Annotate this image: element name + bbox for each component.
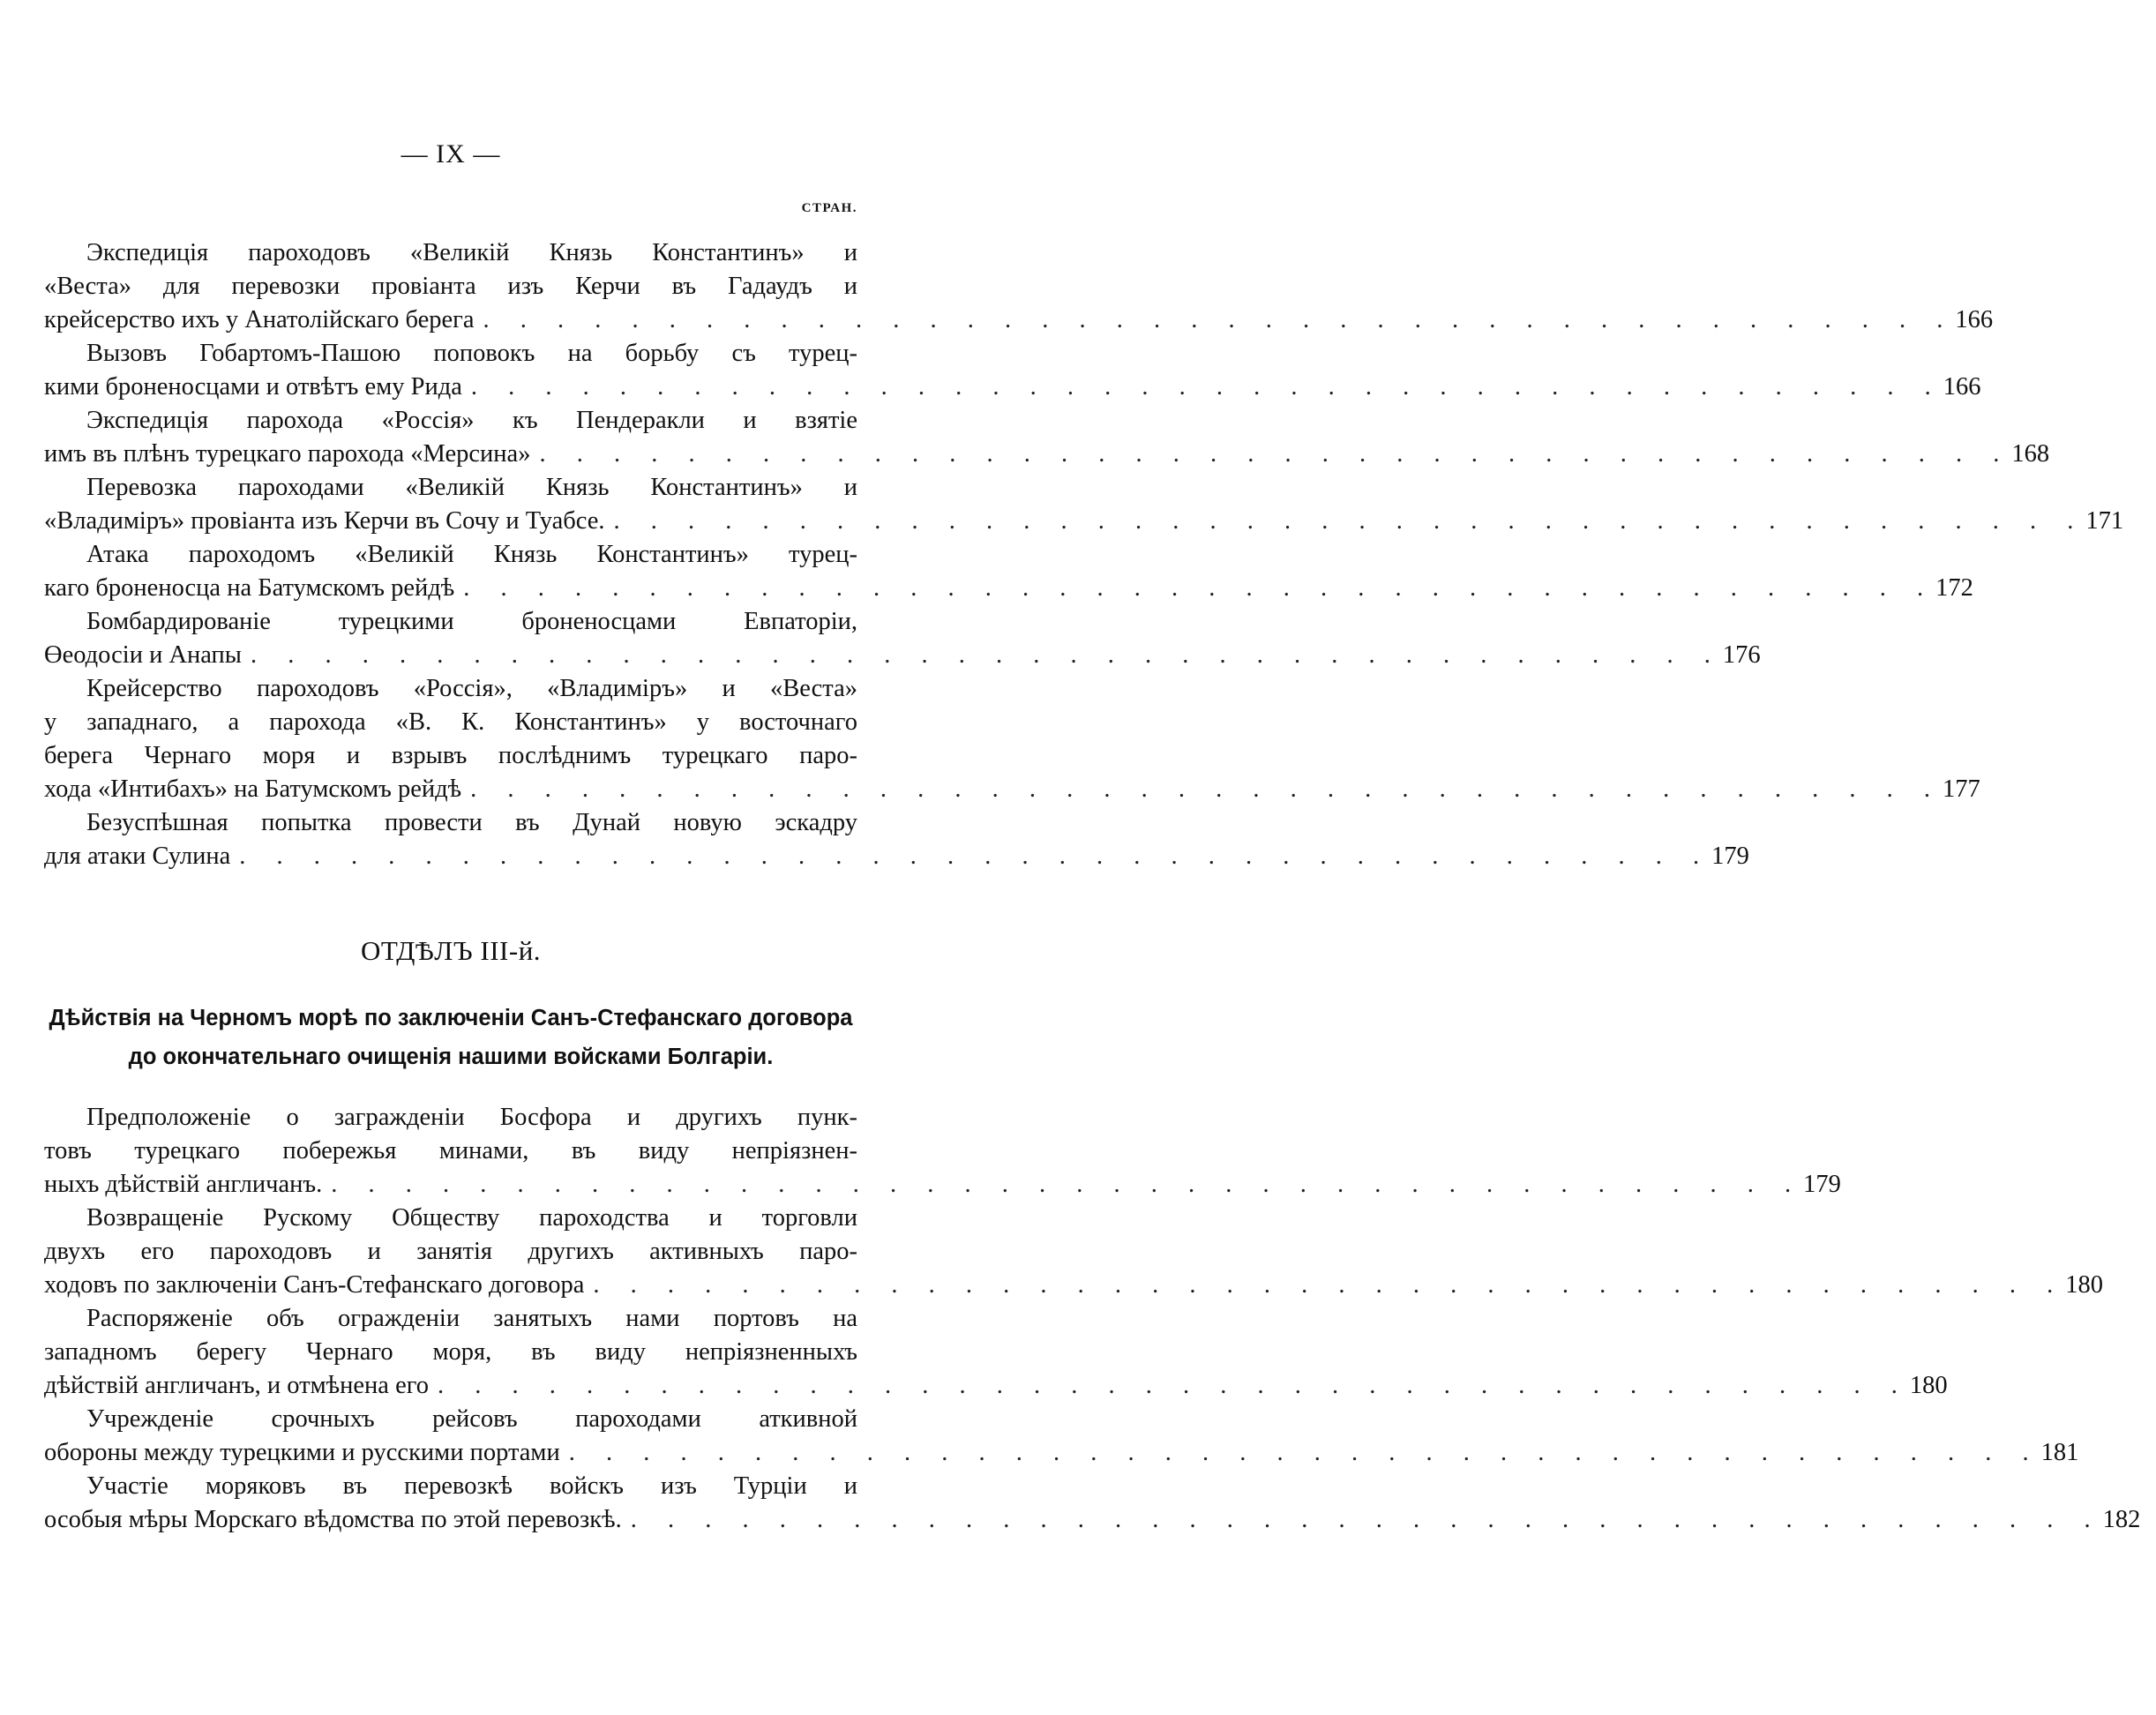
toc-entry-text: ныхъ дѣйствій англичанъ. — [44, 1171, 323, 1198]
toc-entry-line: Бомбардированіе турецкими броненосцами Евпаторіи, — [86, 608, 857, 635]
toc-entry — [44, 1202, 2103, 1302]
toc-page-number: 172 — [1935, 574, 1973, 602]
toc-entry — [44, 1403, 2079, 1470]
toc-entry-line: Предположеніе о загражденіи Босфора и другихъ пунк- — [86, 1104, 857, 1131]
book-page — [44, 0, 2141, 1715]
toc-entry — [44, 538, 1973, 605]
toc-page-number: 179 — [1711, 843, 1749, 870]
dot-leader: . . . . . . . . . . . . . . . . . . . . . . . . . . . . . . . . . . . . . . . . — [539, 440, 2012, 468]
toc-entry-text: каго броненосца на Батумскомъ рейдѣ — [44, 574, 455, 602]
toc-page-number: 171 — [2085, 507, 2124, 535]
toc-entry-text: имъ въ плѣнъ турецкаго парохода «Мерсина» — [44, 440, 531, 468]
toc-entry-text: «Владиміръ» провіанта изъ Керчи въ Сочу и Туабсе. — [44, 507, 605, 535]
toc-entry-text: дѣйствій англичанъ, и отмѣнена его — [44, 1372, 429, 1399]
toc-entry — [44, 672, 1980, 806]
toc-page-number: 176 — [1722, 641, 1761, 669]
toc-entry-line: западномъ берегу Чернаго моря, въ виду непріязненныхъ — [44, 1338, 857, 1366]
dot-leader: . . . . . . . . . . . . . . . . . . . . . . . . . . . . . . . . . . . . . . . . — [437, 1372, 1910, 1399]
page-column-header: СТРАН. — [801, 201, 857, 215]
toc-entry-text: особыя мѣры Морскаго вѣдомства по этой перевозкѣ. — [44, 1506, 622, 1533]
toc-entry — [44, 1302, 1948, 1403]
dot-leader: . . . . . . . . . . . . . . . . . . . . . . . . . . . . . . . . . . . . . . . . — [250, 641, 1723, 669]
toc-entry-line: двухъ его пароходовъ и занятія другихъ активныхъ паро- — [44, 1238, 857, 1265]
toc-entry — [44, 404, 2050, 471]
toc-entry-last-line — [44, 773, 1980, 806]
toc-entry-text: для атаки Сулина — [44, 843, 231, 870]
toc-page-number: 166 — [1943, 373, 1981, 401]
toc-entry-last-line — [44, 505, 2124, 538]
toc-entry-last-line — [44, 438, 2050, 471]
toc-entry-last-line — [44, 1503, 2141, 1537]
dot-leader: . . . . . . . . . . . . . . . . . . . . . . . . . . . . . . . . . . . . . . . . — [568, 1439, 2041, 1466]
dot-leader: . . . . . . . . . . . . . . . . . . . . . . . . . . . . . . . . . . . . . . . . — [239, 843, 1712, 870]
page-number: — IX — — [401, 139, 501, 169]
dot-leader: . . . . . . . . . . . . . . . . . . . . . . . . . . . . . . . . . . . . . . . . — [483, 306, 1956, 333]
dot-leader: . . . . . . . . . . . . . . . . . . . . . . . . . . . . . . . . . . . . . . . . — [470, 775, 1943, 803]
toc-entry-line: Экспедиція пароходовъ «Великій Князь Константинъ» и — [86, 239, 857, 266]
toc-entry-text: кими броненосцами и отвѣтъ ему Рида — [44, 373, 462, 401]
toc-page-number: 166 — [1955, 306, 1994, 333]
toc-entry — [44, 337, 1981, 404]
toc-page-number: 168 — [2011, 440, 2050, 468]
toc-entry-line: Крейсерство пароходовъ «Россія», «Владиміръ» и «Веста» — [86, 675, 857, 702]
toc-entry-line: у западнаго, а парохода «В. К. Константинъ» у восточнаго — [44, 708, 857, 736]
toc-list-part2 — [44, 1101, 2141, 1537]
dot-leader: . . . . . . . . . . . . . . . . . . . . . . . . . . . . . . . . . . . . . . . . — [613, 507, 2086, 535]
toc-entry-last-line — [44, 1168, 1841, 1202]
toc-entry-line: Безуспѣшная попытка провести въ Дунай новую эскадру — [86, 809, 857, 836]
toc-entry-line: Экспедиція парохода «Россія» къ Пендеракли и взятіе — [86, 407, 857, 434]
toc-entry-line: товъ турецкаго побережья минами, въ виду непріязнен- — [44, 1137, 857, 1165]
toc-entry-last-line — [44, 639, 1761, 672]
dot-leader: . . . . . . . . . . . . . . . . . . . . . . . . . . . . . . . . . . . . . . . . — [463, 574, 1936, 602]
toc-page-number: 177 — [1943, 775, 1980, 803]
toc-entry — [44, 605, 1761, 672]
toc-entry-line: Возвращеніе Рускому Обществу пароходства и торговли — [86, 1204, 857, 1232]
toc-entry-line: Участіе моряковъ въ перевозкѣ войскъ изъ Турціи и — [86, 1472, 857, 1500]
toc-page-number: 181 — [2040, 1439, 2079, 1466]
toc-page-number: 180 — [2065, 1271, 2103, 1299]
dot-leader: . . . . . . . . . . . . . . . . . . . . . . . . . . . . . . . . . . . . . . . . — [593, 1271, 2066, 1299]
toc-entry-text: обороны между турецкими и русскими портами — [44, 1439, 560, 1466]
toc-entry-line: «Веста» для перевозки провіанта изъ Керчи въ Гадаудъ и — [44, 273, 857, 300]
toc-entry-text: крейсерство ихъ у Анатолійскаго берега — [44, 306, 475, 333]
toc-entry-last-line — [44, 1269, 2103, 1302]
toc-entry — [44, 806, 1749, 873]
toc-entry-line: Атака пароходомъ «Великій Князь Константинъ» турец- — [86, 541, 857, 568]
toc-entry-text: хода «Интибахъ» на Батумскомъ рейдѣ — [44, 775, 462, 803]
toc-entry-last-line — [44, 1369, 1948, 1403]
toc-entry — [44, 471, 2124, 538]
toc-entry — [44, 236, 1994, 337]
toc-entry-last-line — [44, 371, 1981, 404]
section-subtitle-line: Дѣйствія на Черномъ морѣ по заключеніи Санъ-Стефанскаго договора — [49, 1006, 853, 1030]
toc-entry-last-line — [44, 840, 1749, 873]
toc-list-part1 — [44, 236, 2124, 873]
toc-entry-line: Перевозка пароходами «Великій Князь Константинъ» и — [86, 474, 857, 501]
section-subtitle-line: до окончательнаго очищенія нашими войсками Болгаріи. — [128, 1045, 774, 1069]
toc-entry-line: Вызовъ Гобартомъ-Пашою поповокъ на борьбу съ турец- — [86, 340, 857, 367]
toc-entry-line: Распоряженіе объ огражденіи занятыхъ нами портовъ на — [86, 1305, 857, 1332]
toc-entry-line: берега Чернаго моря и взрывъ послѣднимъ турецкаго паро- — [44, 742, 857, 769]
toc-entry — [44, 1101, 1841, 1202]
dot-leader: . . . . . . . . . . . . . . . . . . . . . . . . . . . . . . . . . . . . . . . . — [470, 373, 1943, 401]
toc-entry — [44, 1470, 2141, 1537]
dot-leader: . . . . . . . . . . . . . . . . . . . . . . . . . . . . . . . . . . . . . . . . — [630, 1506, 2103, 1533]
toc-entry-last-line — [44, 572, 1973, 605]
section-title: ОТДѢЛЪ III-й. — [360, 935, 542, 966]
toc-page-number: 180 — [1909, 1372, 1948, 1399]
toc-entry-last-line — [44, 303, 1994, 337]
toc-page-number: 182 — [2102, 1506, 2141, 1533]
toc-entry-line: Учрежденіе срочныхъ рейсовъ пароходами аткивной — [86, 1405, 857, 1433]
toc-page-number: 179 — [1803, 1171, 1841, 1198]
toc-entry-text: ходовъ по заключеніи Санъ-Стефанскаго договора — [44, 1271, 585, 1299]
toc-entry-text: Өеодосіи и Анапы — [44, 641, 242, 669]
toc-entry-last-line — [44, 1436, 2079, 1470]
section-subtitle — [44, 999, 857, 1076]
dot-leader: . . . . . . . . . . . . . . . . . . . . . . . . . . . . . . . . . . . . . . . . — [331, 1171, 1804, 1198]
